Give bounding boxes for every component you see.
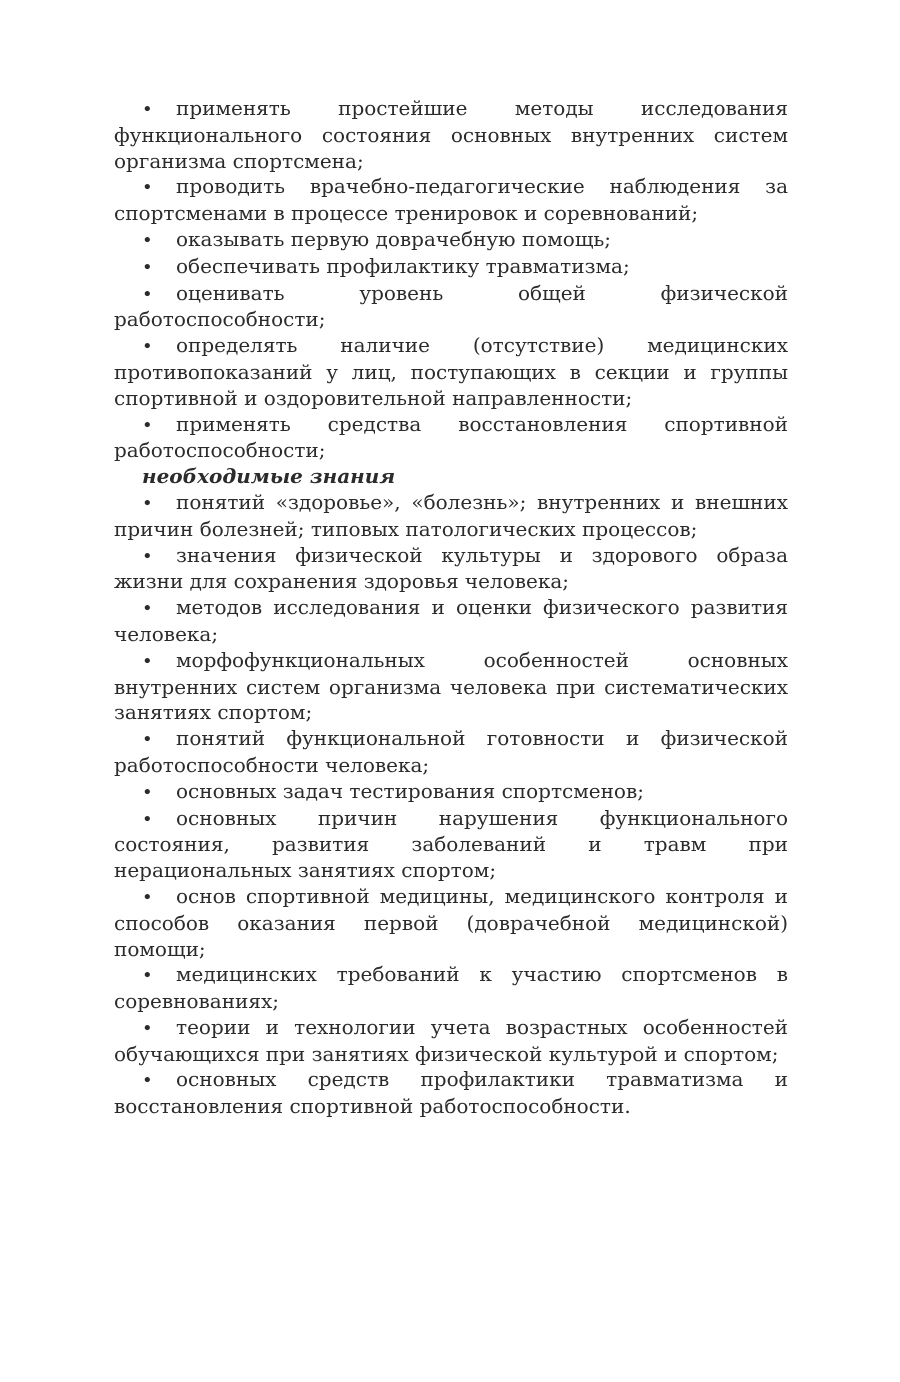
item-text: проводить врачебно-педагогические наблюдения за спортсменами в процессе тренировок и соревнований; [114,174,788,226]
list-item [114,490,788,543]
list-item [114,96,788,174]
list-item [114,779,788,806]
item-text: значения физической культуры и здорового образа жизни для сохранения здоровья человека; [114,542,788,594]
item-text: применять простейшие методы исследования функционального состояния основных внутренних систем организма спортсмена; [114,96,788,173]
list-item [114,1067,788,1120]
bullet-icon: • [142,545,153,567]
bullet-icon: • [142,229,153,251]
item-text: применять средства восстановления спортивной работоспособности; [114,411,788,463]
item-text: морфофункциональных особенностей основных внутренних систем организма человека при систематических занятиях спортом; [114,647,788,725]
list-item [114,281,788,334]
bullet-icon: • [142,1017,153,1039]
item-text: основных задач тестирования спортсменов; [176,778,644,803]
bullet-icon: • [142,414,153,436]
item-text: основных средств профилактики травматизма и восстановления спортивной работоспособности. [114,1067,788,1119]
item-text: определять наличие (отсутствие) медицинских противопоказаний у лиц, поступающих в секции и группы спортивной и оздоровительной направленности; [114,333,788,410]
bullet-icon: • [142,283,153,305]
bullet-icon: • [142,808,153,830]
bullet-icon: • [142,650,153,672]
list-item [114,806,788,884]
knowledge-heading: необходимые знания [142,464,396,489]
page-body [114,96,788,1120]
bullet-icon: • [142,99,153,120]
bullet-icon: • [142,1070,153,1092]
list-item [114,726,788,779]
item-text: оказывать первую доврачебную помощь; [176,226,612,251]
bullet-icon: • [142,177,153,199]
item-text: понятий «здоровье», «болезнь»; внутренних и внешних причин болезней; типовых патологических процессов; [114,489,788,541]
item-text: медицинских требований к участию спортсменов в соревнованиях; [114,962,788,1014]
bullet-icon: • [142,781,153,803]
item-text: основ спортивной медицины, медицинского контроля и способов оказания первой (доврачебной медицинской) помощи; [114,883,788,961]
item-text: обеспечивать профилактику травматизма; [176,253,630,278]
item-text: основных причин нарушения функционального состояния, развития заболеваний и травм при нерациональных занятиях спортом; [114,805,788,883]
bullet-icon: • [142,492,153,514]
item-text: оценивать уровень общей физической работоспособности; [114,280,788,332]
item-text: методов исследования и оценки физического развития человека; [114,595,788,646]
list-item [114,174,788,227]
bullet-icon: • [142,336,153,358]
list-item [114,595,788,648]
list-item [114,227,788,254]
bullet-icon: • [142,886,153,908]
list-item [114,333,788,411]
bullet-icon: • [142,965,153,987]
item-text: понятий функциональной готовности и физической работоспособности человека; [114,726,788,777]
bullet-icon: • [142,598,153,620]
list-item [114,884,788,962]
bullet-icon: • [142,729,153,751]
bullet-icon: • [142,256,153,278]
list-item [114,543,788,596]
list-item [114,254,788,281]
list-item [114,962,788,1015]
list-item [114,412,788,465]
list-item [114,1015,788,1068]
list-item [114,648,788,726]
item-text: теории и технологии учета возрастных особенностей обучающихся при занятиях физической культурой и спортом; [114,1014,788,1066]
